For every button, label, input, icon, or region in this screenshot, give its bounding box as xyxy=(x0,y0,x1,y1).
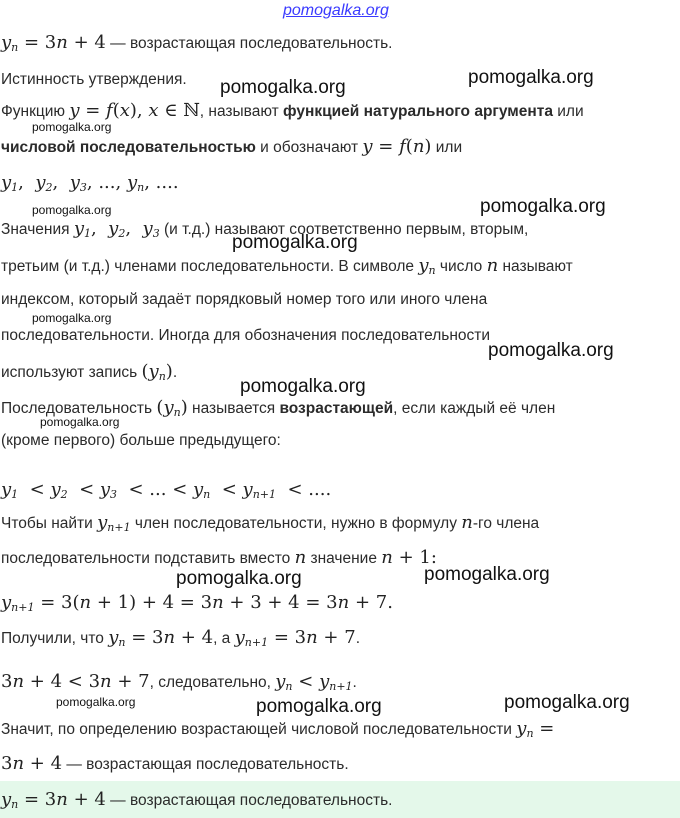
text-segment: , называют xyxy=(199,103,284,120)
paragraph-conclusion-2 xyxy=(1,753,349,774)
watermark: pomogalka.org xyxy=(488,340,614,361)
paragraph-method-2 xyxy=(1,547,437,568)
formula-paren-yn: $(y_n)$ xyxy=(156,397,188,419)
definition-line-1 xyxy=(1,100,584,121)
watermark: pomogalka.org xyxy=(40,415,120,429)
text-segment: , а xyxy=(213,630,235,647)
text-segment: Значения xyxy=(1,221,74,238)
formula-yn-eq: $y_n = 3n + 4$ xyxy=(1,789,106,811)
text-segment: последовательности подставить вместо xyxy=(1,550,295,567)
bold-term: функцией натурального аргумента xyxy=(283,103,553,120)
paragraph-result xyxy=(1,627,360,649)
paragraph-conclusion-1 xyxy=(1,718,554,740)
formula-chain: $y_1 < y_2 < y_3$ < ... < $y_n < y_{n+1}$ < .... xyxy=(1,479,332,501)
conclusion-line-top xyxy=(1,32,392,54)
paragraph-increasing-2: (кроме первого) больше предыдущего: xyxy=(1,432,281,449)
text-segment: называется xyxy=(187,400,280,417)
watermark: pomogalka.org xyxy=(504,692,630,713)
formula-yn1: $y_{n+1}$ xyxy=(97,512,131,534)
text-segment: — возрастающая последовательность. xyxy=(105,792,393,809)
formula-substitution xyxy=(1,592,393,614)
paragraph-comparison xyxy=(1,671,357,693)
truth-statement: Истинность утверждения. xyxy=(1,71,187,88)
watermark: pomogalka.org xyxy=(480,196,606,217)
text-segment: третьим (и т.д.) членами последовательности. В символе xyxy=(1,258,419,275)
formula-yn-lt-yn1: $y_n < y_{n+1}$ xyxy=(275,671,353,693)
watermark: pomogalka.org xyxy=(220,77,346,98)
watermark: pomogalka.org xyxy=(56,695,136,709)
paragraph-method-1 xyxy=(1,512,539,534)
text-segment: или xyxy=(431,139,463,156)
formula-yn: $y_n$ xyxy=(418,255,436,277)
paragraph-values-3: индексом, который задаёт порядковый номер того или иного члена xyxy=(1,291,488,308)
paragraph-values-4: последовательности. Иногда для обозначения последовательности xyxy=(1,327,491,344)
bold-term: числовой последовательностью xyxy=(1,139,256,156)
formula-n: n xyxy=(461,512,473,533)
bold-term: возрастающей xyxy=(279,400,394,417)
formula-yn-eq: $y_n = 3n + 4$ xyxy=(108,627,214,649)
text-segment: Чтобы найти xyxy=(1,515,98,532)
formula-n: n xyxy=(486,255,499,276)
text-segment: Получили, что xyxy=(1,630,109,647)
formula-terms: $y_1$, $y_2$, $y_3$, ..., $y_n$, .... xyxy=(1,172,179,194)
paragraph-values-2 xyxy=(1,255,573,277)
watermark-top[interactable]: pomogalka.org xyxy=(283,2,389,19)
formula-yn-eq: $y_n = 3n + 4$ xyxy=(1,32,106,54)
text-segment: (и т.д.) называют соответственно первым, вторым, xyxy=(159,221,529,238)
formula-first-terms: $y_1$, $y_2$, $y_3$ xyxy=(73,218,160,240)
formula-fn: y = f(n) xyxy=(362,136,432,157)
text-segment: или xyxy=(552,103,584,120)
text-segment: . xyxy=(172,364,178,381)
watermark: pomogalka.org xyxy=(424,564,550,585)
text-segment: Значит, по определению возрастающей числовой последовательности xyxy=(1,721,517,738)
formula-sequence xyxy=(1,172,179,194)
watermark: pomogalka.org xyxy=(32,311,112,325)
formula-yn1-eq: $y_{n+1} = 3n + 7$ xyxy=(234,627,356,649)
text-segment: , если каждый её член xyxy=(393,400,556,417)
text-segment: значение xyxy=(306,550,382,567)
paragraph-values-5 xyxy=(1,361,177,383)
answer-line xyxy=(1,789,392,811)
formula-3n-4: 3n + 4 xyxy=(1,753,63,774)
text-segment: член последовательности, нужно в формулу xyxy=(130,515,462,532)
formula-yn1-expansion: $y_{n+1} = 3(n + 1) + 4 = 3n + 3 + 4 = 3n + 7$. xyxy=(1,592,393,614)
watermark: pomogalka.org xyxy=(32,203,112,217)
formula-yn-eq-start: $y_n$ = xyxy=(516,718,555,740)
watermark: pomogalka.org xyxy=(468,67,594,88)
formula-paren-yn: $(y_n)$ xyxy=(141,361,173,383)
text-segment: Последовательность xyxy=(1,400,157,417)
formula-n-plus-1: n + 1: xyxy=(381,547,437,568)
watermark: pomogalka.org xyxy=(240,376,366,397)
text-segment: , следовательно, xyxy=(149,674,276,691)
text-segment: Функцию xyxy=(1,103,70,120)
formula-function: y = f(x), x ∈ ℕ xyxy=(69,100,200,121)
text-segment: называют xyxy=(498,258,573,275)
text-segment: — возрастающая последовательность. xyxy=(105,35,393,52)
definition-line-2 xyxy=(1,136,462,157)
watermark: pomogalka.org xyxy=(176,568,302,589)
text-segment: -го члена xyxy=(472,515,540,532)
text-segment: — возрастающая последовательность. xyxy=(62,756,349,773)
watermark: pomogalka.org xyxy=(256,696,382,717)
watermark: pomogalka.org xyxy=(32,120,112,134)
text-segment: используют запись xyxy=(1,364,142,381)
text-segment: . xyxy=(355,630,360,647)
formula-n: n xyxy=(294,547,307,568)
text-segment: число xyxy=(435,258,487,275)
formula-inequality: 3n + 4 < 3n + 7 xyxy=(1,671,150,692)
formula-increasing-chain xyxy=(1,479,331,501)
watermark: pomogalka.org xyxy=(232,232,358,253)
text-segment: . xyxy=(352,674,357,691)
text-segment: и обозначают xyxy=(255,139,363,156)
